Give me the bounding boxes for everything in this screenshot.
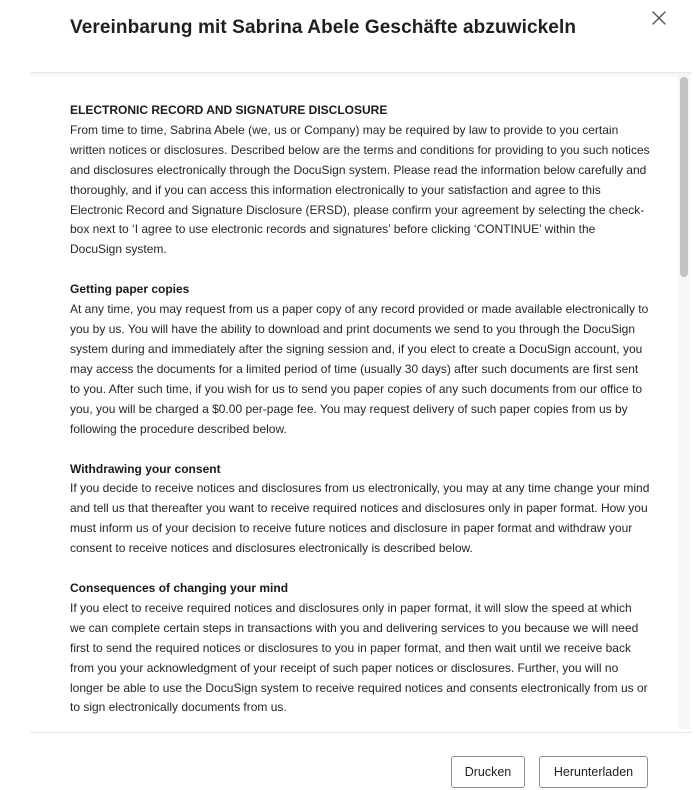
download-button[interactable]: Herunterladen xyxy=(539,756,648,788)
print-button[interactable]: Drucken xyxy=(451,756,525,788)
disclosure-section xyxy=(70,280,650,439)
scrollbar[interactable] xyxy=(678,74,690,729)
close-icon xyxy=(651,10,667,26)
section-heading: ELECTRONIC RECORD AND SIGNATURE DISCLOSURE xyxy=(70,103,388,117)
section-body: From time to time, Sabrina Abele (we, us or Company) may be required by law to provide to you certain written notices or disclosures. Described below are the terms and conditions for providing to you such notices and disclosures electronically through the DocuSign system. Please read the information below carefully and thoroughly, and if you can access this information electronically to your satisfaction and agree to this Electronic Record and Signature Disclosure (ERSD), please confirm your agreement by selecting the check-box next to ‘I agree to use electronic records and signatures’ before clicking ‘CONTINUE’ within the DocuSign system. xyxy=(70,122,650,257)
disclosure-section xyxy=(70,579,650,718)
section-heading: Getting paper copies xyxy=(70,282,190,297)
scrollbar-thumb[interactable] xyxy=(680,77,688,277)
disclosure-section xyxy=(70,101,650,260)
section-heading: Consequences of changing your mind xyxy=(70,581,289,596)
dialog-header xyxy=(0,0,697,72)
disclosure-content-area[interactable] xyxy=(30,72,692,733)
dialog-title: Vereinbarung mit Sabrina Abele Geschäfte abzuwickeln xyxy=(70,17,577,38)
disclosure-text xyxy=(70,101,650,733)
disclosure-section xyxy=(70,460,650,560)
section-body: If you decide to receive notices and disclosures from us electronically, you may at any time change your mind and tell us that thereafter you want to receive required notices and disclosures only in paper format. How you must inform us of your decision to receive future notices and disclosure in paper format and withdraw your consent to receive notices and disclosures electronically is described below. xyxy=(70,481,650,556)
section-body: At any time, you may request from us a paper copy of any record provided or made available electronically to you by us. You will have the ability to download and print documents we send to you through the DocuSign system during and immediately after the signing session and, if you elect to create a DocuSign account, you may access the documents for a limited period of time (usually 30 days) after such documents are first sent to you. After such time, if you wish for us to send you paper copies of any such documents from our office to you, you will be charged a $0.00 per-page fee. You may request delivery of such paper copies from us by following the procedure described below. xyxy=(70,302,649,436)
section-body: If you elect to receive required notices and disclosures only in paper format, it will slow the speed at which we can complete certain steps in transactions with you and delivering services to you because we will need first to send the required notices or disclosures to you in paper format, and then wait until we receive back from you your acknowledgment of your receipt of such paper notices or disclosures. Further, you will no longer be able to use the DocuSign system to receive required notices and consents electronically from us or to sign electronically documents from us. xyxy=(70,600,648,715)
section-heading: Withdrawing your consent xyxy=(70,461,221,476)
dialog-footer xyxy=(0,732,697,790)
close-button[interactable] xyxy=(644,0,674,30)
